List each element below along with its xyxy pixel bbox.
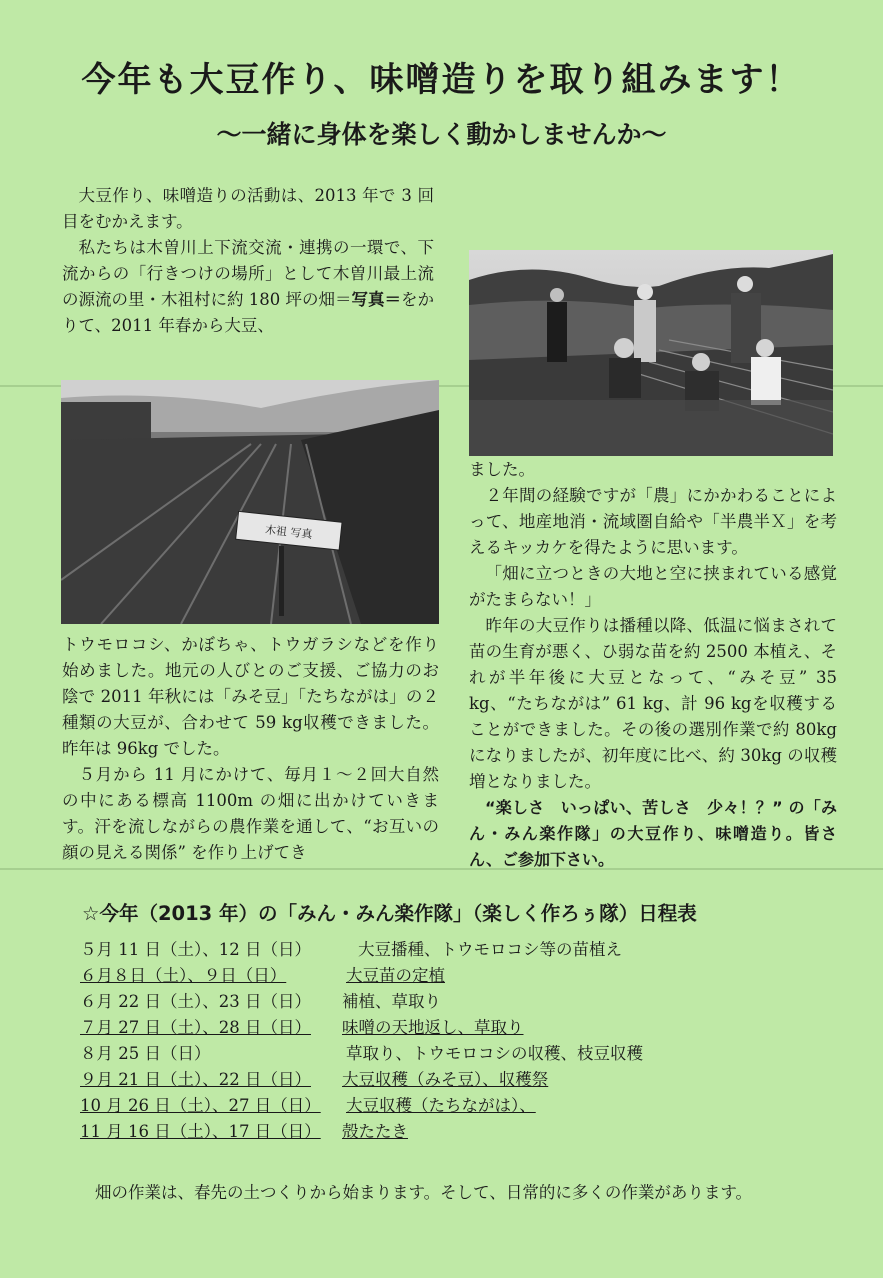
field-sign-text: 木祖 写真 bbox=[264, 523, 313, 542]
schedule-task: 大豆収穫（たちながは）、 bbox=[346, 1096, 536, 1115]
paragraph: 「畑に立つときの大地と空に挟まれている感覚がたまらない！」 bbox=[469, 564, 837, 609]
schedule-task: 補植、草取り bbox=[342, 992, 441, 1011]
schedule-table bbox=[76, 937, 716, 1145]
schedule-date: ９月 21 日（土）、22 日（日） bbox=[80, 1070, 311, 1089]
left-bottom-text bbox=[62, 632, 439, 866]
paragraph: ２年間の経験ですが「農」にかかわることによって、地産地消・流域圏自給や「半農半Ｘ」を考えるキッカケを得たように思います。 bbox=[469, 486, 837, 557]
schedule-task: 味噌の天地返し、草取り bbox=[342, 1018, 524, 1037]
schedule-row bbox=[76, 937, 716, 963]
paragraph-emphasis: “楽しさ いっぱい、苦しさ 少々！？” の「みん・みん楽作隊」の大豆作り、味噌造り。皆さん、ご参加下さい。 bbox=[469, 798, 837, 869]
schedule-date: 11 月 16 日（土）、17 日（日） bbox=[80, 1122, 321, 1141]
schedule-title: ☆今年（2013 年）の「みん・みん楽作隊」（楽しく作ろぅ隊）日程表 bbox=[82, 902, 697, 925]
schedule-date: ６月８日（土）、９日（日） bbox=[80, 966, 287, 985]
schedule-task: 大豆苗の定植 bbox=[346, 966, 445, 985]
schedule-date: ５月 11 日（土）、12 日（日） bbox=[80, 940, 311, 959]
paragraph: 大豆作り、味噌造りの活動は、2013 年で 3 回目をむかえます。 bbox=[62, 186, 434, 231]
left-top-text bbox=[62, 183, 434, 339]
photo-soybean-field bbox=[61, 380, 439, 624]
schedule-row bbox=[76, 1119, 716, 1145]
footer-text: 畑の作業は、春先の土つくりから始まります。そして、日常的に多くの作業があります。 bbox=[95, 1183, 753, 1202]
schedule-date: 10 月 26 日（土）、27 日（日） bbox=[80, 1096, 321, 1115]
schedule-row bbox=[76, 1041, 716, 1067]
page-subtitle: ～一緒に身体を楽しく動かしませんか～ bbox=[216, 120, 667, 149]
schedule-row bbox=[76, 989, 716, 1015]
schedule-task: 大豆収穫（みそ豆）、収穫祭 bbox=[342, 1070, 549, 1089]
page-title: 今年も大豆作り、味噌造りを取り組みます！ bbox=[81, 60, 802, 100]
paragraph: トウモロコシ、かぼちゃ、トウガラシなどを作り始めました。地元の人びとのご支援、ご協力のお陰で 2011 年秋には「みそ豆」「たちながは」の２種類の大豆が、合わせて 59 kg収穫できました。昨年は 96kg でした。 bbox=[62, 635, 439, 758]
schedule-date: ６月 22 日（土）、23 日（日） bbox=[80, 992, 311, 1011]
schedule-row bbox=[76, 963, 716, 989]
paragraph: 昨年の大豆作りは播種以降、低温に悩まされて苗の生育が悪く、ひ弱な苗を約 2500 本植え、それが半年後に大豆となって、“みそ豆” 35 kg、“たちながは” 61 kg、計 96 kgを収穫することができました。その後の選別作業で約 80kg になりましたが、初年度に比べ、約 30kg の収穫増となりました。 bbox=[469, 616, 837, 791]
schedule-row bbox=[76, 1093, 716, 1119]
schedule-task: 草取り、トウモロコシの収穫、枝豆収穫 bbox=[346, 1044, 643, 1063]
photo-people-in-field bbox=[469, 250, 833, 456]
right-text bbox=[469, 457, 837, 873]
schedule-date: ８月 25 日（日） bbox=[80, 1044, 211, 1063]
paragraph: ました。 bbox=[469, 460, 535, 479]
schedule-date: ７月 27 日（土）、28 日（日） bbox=[80, 1018, 311, 1037]
photo-reference: 写真＝ bbox=[351, 290, 402, 309]
schedule-row bbox=[76, 1067, 716, 1093]
schedule-task: 殻たたき bbox=[342, 1122, 408, 1141]
schedule-task: 大豆播種、トウモロコシ等の苗植え bbox=[358, 940, 622, 959]
paragraph: 私たちは木曽川上下流交流・連携の一環で、下流からの「行きつけの場所」として木曽川最上流の源流の里・木祖村に約 180 坪の畑＝写真＝をかりて、2011 年春から大豆、 bbox=[62, 238, 435, 335]
schedule-row bbox=[76, 1015, 716, 1041]
paragraph: ５月から 11 月にかけて、毎月１～２回大自然の中にある標高 1100m の畑に出かけていきます。汗を流しながらの農作業を通して、“お互いの顔の見える関係” を作り上げてき bbox=[62, 765, 439, 862]
